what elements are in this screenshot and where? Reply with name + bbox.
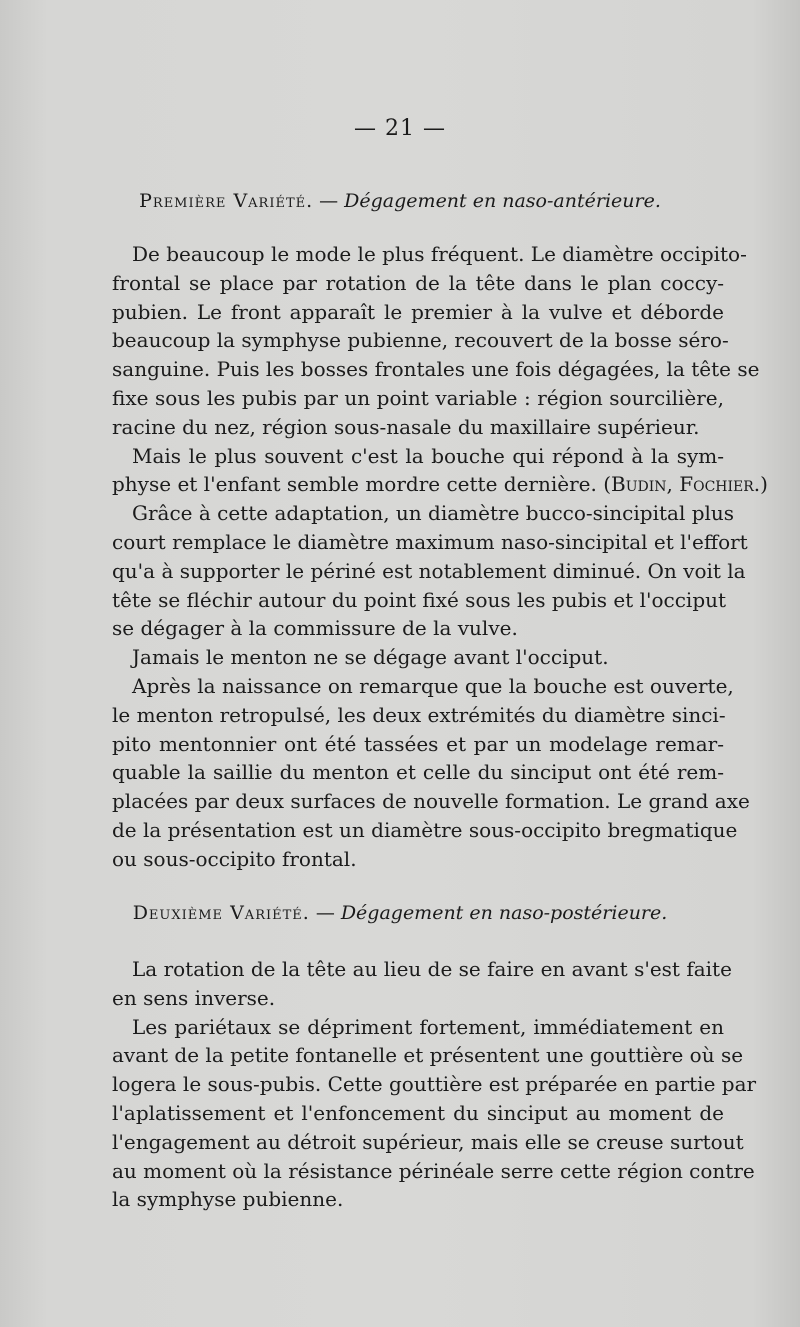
text-line: Mais le plus souvent c'est la bouche qui répond à la sym- (132, 443, 724, 468)
text-line: se dégager à la commissure de la vulve. (112, 616, 518, 641)
text-line: ou sous-occipito frontal. (112, 846, 357, 871)
text-line: qu'a à supporter le périné est notablement diminué. On voit la (112, 558, 746, 583)
text-line: Après la naissance on remarque que la bouche est ouverte, (132, 673, 734, 698)
citation: Budin, Fochier.) (611, 472, 768, 497)
text-line: frontal se place par rotation de la tête dans le plan coccy- (112, 270, 724, 295)
text-line: logera le sous-pubis. Cette gouttière est préparée en partie par (112, 1072, 757, 1097)
section-1-body (112, 240, 768, 874)
text-line: sanguine. Puis les bosses frontales une fois dégagées, la tête se (112, 357, 760, 382)
section-label: Deuxième Variété. (132, 902, 310, 924)
text-line: quable la saillie du menton et celle du sinciput ont été rem- (112, 760, 724, 785)
text-line: l'aplatissement et l'enfoncement du sinciput au moment de (112, 1100, 724, 1125)
text-line: pubien. Le front apparaît le premier à la vulve et déborde (112, 299, 724, 324)
text-line (112, 470, 768, 499)
text-line: avant de la petite fontanelle et présentent une gouttière où se (112, 1043, 744, 1068)
section-label: Première Variété. (139, 190, 314, 212)
page-number: — 21 — (354, 116, 446, 141)
text-line: court remplace le diamètre maximum naso-sincipital et l'effort (112, 529, 748, 554)
text-line: beaucoup la symphyse pubienne, recouvert de la bosse séro- (112, 328, 729, 353)
text-line: tête se fléchir autour du point fixé sous les pubis et l'occiput (112, 587, 727, 612)
section-2-body (112, 955, 757, 1214)
text-line: Les pariétaux se dépriment fortement, immédiatement en (132, 1014, 724, 1039)
text-line-start: physe et l'enfant semble mordre cette dernière. ( (112, 472, 611, 497)
text-line: placées par deux surfaces de nouvelle formation. Le grand axe (112, 789, 750, 814)
text-line: Grâce à cette adaptation, un diamètre bucco-sincipital plus (132, 501, 735, 526)
section-title: Dégagement en naso-antérieure. (344, 190, 661, 212)
heading-separator: — (315, 902, 335, 924)
text-line: la symphyse pubienne. (112, 1187, 344, 1212)
text-line: racine du nez, région sous-nasale du maxillaire supérieur. (112, 414, 700, 439)
text-line: l'engagement au détroit supérieur, mais elle se creuse surtout (112, 1129, 744, 1154)
text-line: La rotation de la tête au lieu de se faire en avant s'est faite (132, 957, 732, 981)
text-line: De beaucoup le mode le plus fréquent. Le diamètre occipito- (132, 242, 747, 266)
text-line: au moment où la résistance périnéale serre cette région contre (112, 1158, 755, 1183)
text-line: en sens inverse. (112, 985, 276, 1010)
section-heading-1 (0, 190, 800, 212)
text-line: pito mentonnier ont été tassées et par un modelage remar- (112, 731, 724, 756)
text-line: fixe sous les pubis par un point variable : région sourcilière, (112, 385, 724, 410)
text-line: de la présentation est un diamètre sous-occipito bregmatique (112, 817, 738, 842)
heading-separator: — (319, 190, 339, 212)
text-line: Jamais le menton ne se dégage avant l'occiput. (132, 645, 609, 670)
text-line: le menton retropulsé, les deux extrémités du diamètre sinci- (112, 702, 726, 727)
section-title: Dégagement en naso-postérieure. (340, 902, 668, 924)
section-heading-2 (0, 902, 800, 924)
